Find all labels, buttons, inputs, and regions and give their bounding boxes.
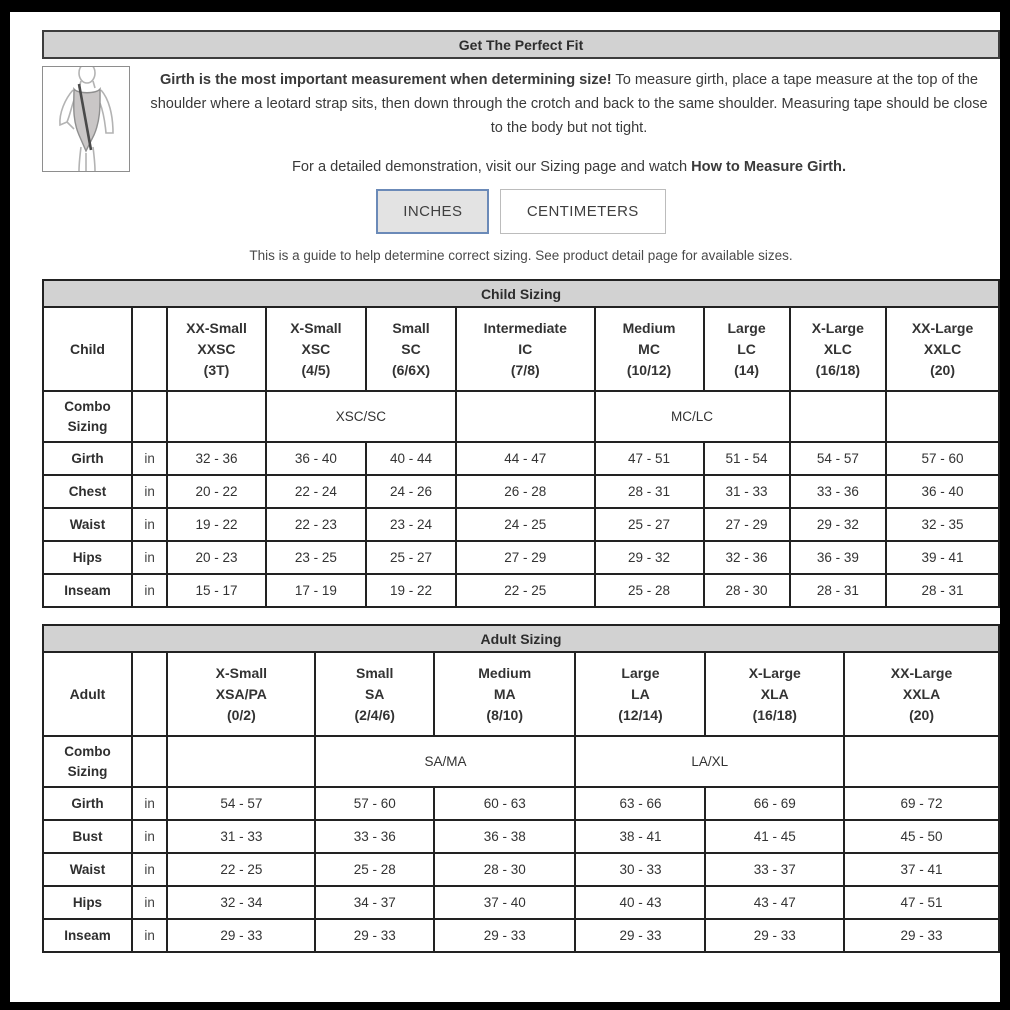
empty-cell [132,307,167,391]
size-value-cell: 47 - 51 [844,886,999,919]
size-value-cell: 36 - 38 [434,820,575,853]
empty-cell [132,736,167,787]
empty-cell [167,736,315,787]
size-value-cell: 33 - 36 [315,820,434,853]
size-column-header: X-Large XLA (16/18) [705,652,844,736]
size-value-cell: 26 - 28 [456,475,595,508]
leotard-figure-icon [43,67,129,171]
measurement-row [43,853,999,886]
size-value-cell: 31 - 33 [167,820,315,853]
measurement-row [43,820,999,853]
measurement-row [43,919,999,952]
combo-group-cell: XSC/SC [266,391,456,442]
unit-cell: in [132,787,167,820]
measurement-label: Hips [43,541,132,574]
combo-sizing-label: Combo Sizing [43,391,132,442]
size-value-cell: 30 - 33 [575,853,705,886]
size-value-cell: 25 - 27 [366,541,456,574]
demo-note-text: For a detailed demonstration, visit our Sizing page and watch [292,159,692,175]
size-value-cell: 63 - 66 [575,787,705,820]
size-value-cell: 22 - 25 [456,574,595,607]
measurement-label: Hips [43,886,132,919]
measurement-label: Girth [43,787,132,820]
size-value-cell: 47 - 51 [595,442,704,475]
size-column-header: Large LC (14) [704,307,790,391]
page-title: Get The Perfect Fit [42,30,1000,59]
unit-cell: in [132,508,167,541]
size-value-cell: 37 - 40 [434,886,575,919]
size-value-cell: 24 - 26 [366,475,456,508]
size-value-cell: 38 - 41 [575,820,705,853]
size-value-cell: 32 - 35 [886,508,999,541]
unit-cell: in [132,442,167,475]
empty-cell [886,391,999,442]
size-value-cell: 39 - 41 [886,541,999,574]
size-value-cell: 29 - 32 [595,541,704,574]
adult-combo-row [43,736,999,787]
size-value-cell: 28 - 31 [790,574,887,607]
size-value-cell: 28 - 31 [595,475,704,508]
size-value-cell: 29 - 33 [434,919,575,952]
size-value-cell: 33 - 36 [790,475,887,508]
measurement-label: Chest [43,475,132,508]
leotard-shape [74,89,100,151]
centimeters-button[interactable]: CENTIMETERS [500,189,666,234]
intro-copy [142,66,1000,175]
child-table-title: Child Sizing [43,280,999,307]
measurement-label: Inseam [43,919,132,952]
measurement-label: Inseam [43,574,132,607]
size-value-cell: 24 - 25 [456,508,595,541]
size-value-cell: 29 - 33 [315,919,434,952]
size-column-header: X-Large XLC (16/18) [790,307,887,391]
size-column-header: Medium MC (10/12) [595,307,704,391]
measurement-row [43,541,999,574]
size-column-header: Large LA (12/14) [575,652,705,736]
size-value-cell: 20 - 23 [167,541,265,574]
size-value-cell: 27 - 29 [704,508,790,541]
size-value-cell: 32 - 34 [167,886,315,919]
size-value-cell: 17 - 19 [266,574,366,607]
size-value-cell: 29 - 33 [844,919,999,952]
size-column-header: Medium MA (8/10) [434,652,575,736]
measurement-row [43,442,999,475]
unit-cell: in [132,820,167,853]
inches-button[interactable]: INCHES [376,189,489,234]
size-value-cell: 28 - 30 [434,853,575,886]
size-value-cell: 54 - 57 [167,787,315,820]
empty-cell [456,391,595,442]
size-value-cell: 29 - 33 [575,919,705,952]
size-value-cell: 44 - 47 [456,442,595,475]
measurement-label: Waist [43,508,132,541]
size-value-cell: 36 - 40 [266,442,366,475]
unit-cell: in [132,475,167,508]
measurement-row [43,475,999,508]
combo-group-cell: LA/XL [575,736,844,787]
size-value-cell: 25 - 27 [595,508,704,541]
size-value-cell: 23 - 25 [266,541,366,574]
size-value-cell: 33 - 37 [705,853,844,886]
size-value-cell: 41 - 45 [705,820,844,853]
size-value-cell: 36 - 40 [886,475,999,508]
empty-cell [167,391,265,442]
figure-right-arm [100,90,113,133]
child-row-header: Child [43,307,132,391]
size-value-cell: 29 - 32 [790,508,887,541]
size-value-cell: 40 - 44 [366,442,456,475]
size-value-cell: 54 - 57 [790,442,887,475]
figure-head [79,67,95,83]
size-column-header: Small SC (6/6X) [366,307,456,391]
empty-cell [132,391,167,442]
unit-toggle [42,189,1000,234]
size-value-cell: 27 - 29 [456,541,595,574]
intro-section [42,66,1000,175]
size-value-cell: 36 - 39 [790,541,887,574]
adult-header-row [43,652,999,736]
child-combo-row [43,391,999,442]
size-value-cell: 37 - 41 [844,853,999,886]
size-value-cell: 25 - 28 [315,853,434,886]
measurement-row [43,787,999,820]
size-column-header: XX-Small XXSC (3T) [167,307,265,391]
empty-cell [790,391,887,442]
size-column-header: Intermediate IC (7/8) [456,307,595,391]
child-sizing-table [42,279,1000,608]
combo-group-cell: SA/MA [315,736,575,787]
measurement-label: Bust [43,820,132,853]
demo-note-bold: How to Measure Girth. [691,159,846,175]
measurement-label: Girth [43,442,132,475]
size-value-cell: 32 - 36 [704,541,790,574]
demo-note [144,159,994,175]
size-column-header: X-Small XSA/PA (0/2) [167,652,315,736]
size-column-header: X-Small XSC (4/5) [266,307,366,391]
combo-group-cell: MC/LC [595,391,790,442]
adult-sizing-table [42,624,1000,953]
size-value-cell: 28 - 30 [704,574,790,607]
empty-cell [132,652,167,736]
size-value-cell: 57 - 60 [886,442,999,475]
figure-left-arm [60,90,74,125]
size-value-cell: 25 - 28 [595,574,704,607]
size-value-cell: 15 - 17 [167,574,265,607]
empty-cell [844,736,999,787]
measurement-row [43,574,999,607]
adult-table-title: Adult Sizing [43,625,999,652]
unit-cell: in [132,919,167,952]
size-value-cell: 23 - 24 [366,508,456,541]
size-column-header: XX-Large XXLC (20) [886,307,999,391]
unit-cell: in [132,853,167,886]
size-value-cell: 31 - 33 [704,475,790,508]
unit-cell: in [132,574,167,607]
measurement-row [43,886,999,919]
size-value-cell: 29 - 33 [705,919,844,952]
size-value-cell: 32 - 36 [167,442,265,475]
size-value-cell: 34 - 37 [315,886,434,919]
size-value-cell: 20 - 22 [167,475,265,508]
size-value-cell: 22 - 24 [266,475,366,508]
combo-sizing-label: Combo Sizing [43,736,132,787]
size-value-cell: 19 - 22 [167,508,265,541]
unit-cell: in [132,886,167,919]
size-value-cell: 22 - 25 [167,853,315,886]
size-value-cell: 60 - 63 [434,787,575,820]
measurement-row [43,508,999,541]
girth-instructions-rest: To measure girth, place a tape measure at the top of the shoulder where a leotard strap sits, then down through the crotch and back to the same shoulder. Measuring tape should be close to the body but not tight. [150,72,988,136]
unit-cell: in [132,541,167,574]
size-value-cell: 29 - 33 [167,919,315,952]
size-column-header: XX-Large XXLA (20) [844,652,999,736]
size-value-cell: 66 - 69 [705,787,844,820]
girth-instructions-bold: Girth is the most important measurement when determining size! [159,72,612,88]
size-chart-page [10,12,1000,1002]
size-value-cell: 22 - 23 [266,508,366,541]
measurement-label: Waist [43,853,132,886]
size-value-cell: 19 - 22 [366,574,456,607]
adult-row-header: Adult [43,652,132,736]
size-value-cell: 45 - 50 [844,820,999,853]
size-value-cell: 43 - 47 [705,886,844,919]
size-column-header: Small SA (2/4/6) [315,652,434,736]
size-value-cell: 40 - 43 [575,886,705,919]
girth-diagram-image [42,66,130,172]
sizing-guide-note: This is a guide to help determine correct sizing. See product detail page for available sizes. [249,248,793,263]
size-value-cell: 69 - 72 [844,787,999,820]
size-value-cell: 57 - 60 [315,787,434,820]
child-header-row [43,307,999,391]
size-value-cell: 51 - 54 [704,442,790,475]
size-value-cell: 28 - 31 [886,574,999,607]
girth-instructions [144,68,994,140]
